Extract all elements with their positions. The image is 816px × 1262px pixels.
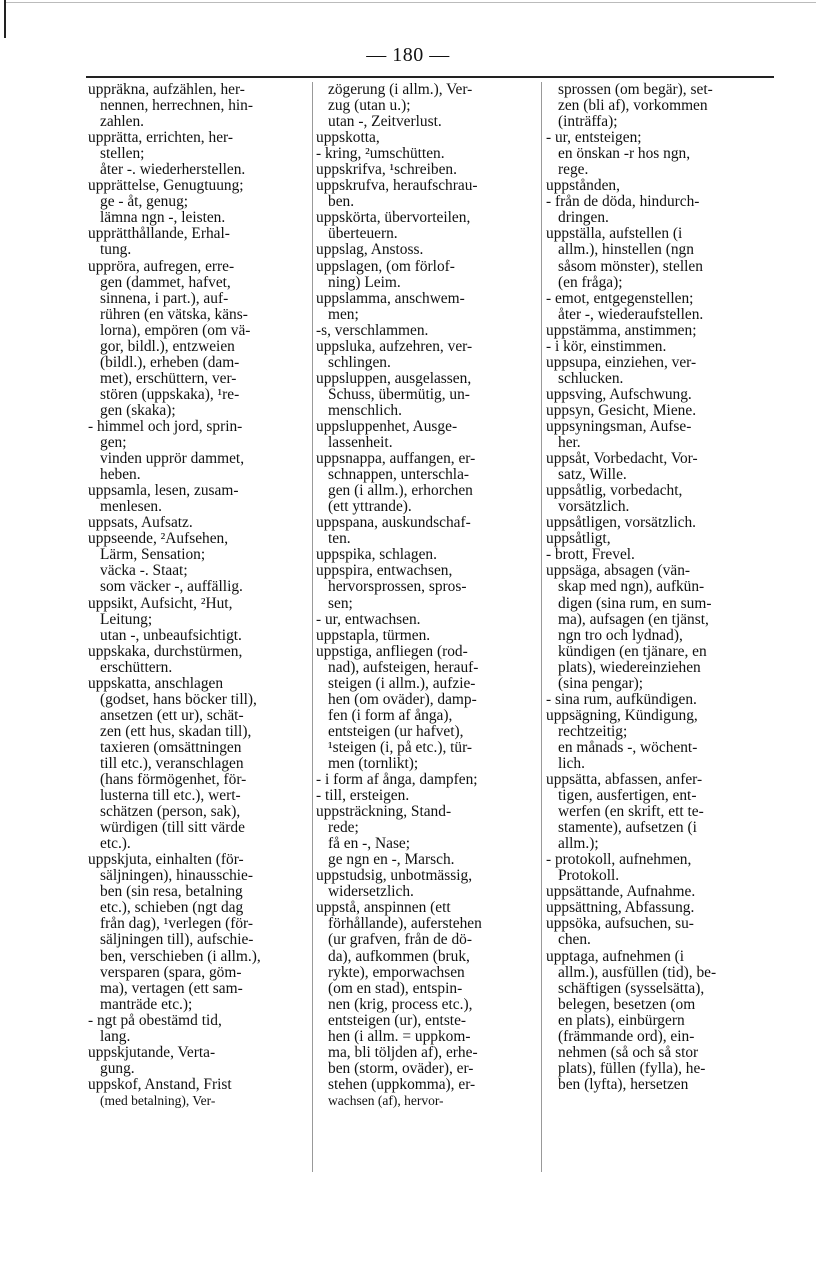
dictionary-entry-line: uppskotta, [316, 130, 380, 147]
dictionary-continuation-line: gen (dammet, hafvet, [100, 274, 231, 291]
dictionary-entry-line: uppspira, entwachsen, [316, 563, 453, 580]
dictionary-continuation-line: (om en stad), entspin- [328, 980, 463, 997]
dictionary-entry-line: uppspika, schlagen. [316, 547, 437, 564]
dictionary-entry-line: uppslamma, anschwem- [316, 290, 465, 307]
dictionary-entry-line: uppstudsig, unbotmässig, [316, 868, 473, 885]
dictionary-entry-line: uppskof, Anstand, Frist [88, 1076, 232, 1093]
dictionary-continuation-line: allm.); [558, 836, 599, 853]
dictionary-entry-line: uppsätta, abfassen, anfer- [546, 772, 703, 789]
dictionary-entry-line: uppsluppen, ausgelassen, [316, 370, 472, 387]
dictionary-continuation-line: belegen, besetzen (om [558, 996, 696, 1013]
dictionary-continuation-line: werfen (en skrift, ett te- [558, 804, 704, 821]
dictionary-entry-line: upprätthållande, Erhal- [88, 226, 230, 243]
dictionary-continuation-line: åter -. wiederherstellen. [100, 162, 246, 179]
dictionary-continuation-line: stamente), aufsetzen (i [558, 820, 697, 837]
column-divider-1 [312, 82, 313, 1172]
dictionary-entry-line: uppskjutande, Verta- [88, 1044, 216, 1061]
dictionary-entry-line: upprätta, errichten, her- [88, 130, 233, 147]
dictionary-continuation-line: lusterna till etc.), wert- [100, 788, 241, 805]
dictionary-entry-line: uppsyningsman, Aufse- [546, 418, 692, 435]
dictionary-continuation-line: gen; [100, 435, 127, 452]
dictionary-continuation-line: säljningen till), aufschie- [100, 932, 254, 949]
dictionary-continuation-line: ning) Leim. [328, 274, 401, 291]
dictionary-continuation-line: würdigen (till sitt värde [100, 820, 245, 837]
dictionary-continuation-line: zug (utan u.); [328, 98, 411, 115]
dictionary-continuation-line: ge ngn en -, Marsch. [328, 852, 455, 869]
dictionary-continuation-line: förhållande), auferstehen [328, 916, 482, 933]
dictionary-entry-line: uppspana, auskundschaf- [316, 515, 471, 532]
dictionary-continuation-line: ben (lyfta), hersetzen [558, 1076, 689, 1093]
dictionary-continuation-line: en plats), einbürgern [558, 1012, 685, 1029]
dictionary-continuation-line: gen (i allm.), erhorchen [328, 483, 473, 500]
page-top-edge [4, 2, 816, 3]
dictionary-continuation-line: kündigen (en tjänare, en [558, 643, 707, 660]
dictionary-entry-line: uppskjuta, einhalten (för- [88, 852, 244, 869]
dictionary-continuation-line: schlucken. [558, 370, 624, 387]
dictionary-continuation-line: lorna), empören (om vä- [100, 322, 251, 339]
dictionary-entry-line: uppsupa, einziehen, ver- [546, 354, 697, 371]
dictionary-continuation-line: heben. [100, 467, 141, 484]
dictionary-entry-line: uppstämma, anstimmen; [546, 322, 697, 339]
dictionary-continuation-line: (inträffa); [558, 114, 618, 131]
dictionary-continuation-line: Protokoll. [558, 868, 620, 885]
dictionary-entry-line: -s, verschlammen. [316, 322, 429, 339]
dictionary-continuation-line: (med betalning), Ver- [100, 1092, 216, 1108]
dictionary-continuation-line: vorsätzlich. [558, 499, 630, 516]
dictionary-entry-line: uppsving, Aufschwung. [546, 386, 692, 403]
dictionary-continuation-line: plats), füllen (fylla), he- [558, 1060, 706, 1077]
dictionary-continuation-line: lassenheit. [328, 435, 393, 452]
dictionary-continuation-line: väcka -. Staat; [100, 563, 188, 580]
dictionary-continuation-line: nennen, herrechnen, hin- [100, 98, 253, 115]
dictionary-entry-line: - i kör, einstimmen. [546, 338, 667, 355]
dictionary-continuation-line: menlesen. [100, 499, 162, 516]
dictionary-continuation-line: Schuss, übermütig, un- [328, 386, 470, 403]
dictionary-continuation-line: ¹steigen (i, på etc.), tür- [328, 739, 473, 756]
dictionary-entry-line: uppsåt, Vorbedacht, Vor- [546, 451, 698, 468]
page-left-edge [4, 0, 6, 38]
dictionary-continuation-line: wachsen (af), hervor- [328, 1092, 444, 1108]
dictionary-continuation-line: ben (sin resa, betalning [100, 884, 243, 901]
dictionary-entry-line: uppsluppenhet, Ausge- [316, 418, 458, 435]
dictionary-entry-line: uppräkna, aufzählen, her- [88, 82, 245, 98]
dictionary-continuation-line: nad), aufsteigen, herauf- [328, 659, 479, 676]
dictionary-continuation-line: gung. [100, 1060, 135, 1077]
dictionary-continuation-line: digen (sina rum, en sum- [558, 595, 712, 612]
dictionary-entry-line: uppsamla, lesen, zusam- [88, 483, 239, 500]
dictionary-continuation-line: met), erschüttern, ver- [100, 370, 237, 387]
dictionary-entry-line: uppställa, aufstellen (i [546, 226, 683, 243]
dictionary-entry-line: uppstiga, anfliegen (rod- [316, 643, 468, 660]
dictionary-entry-line: uppsats, Aufsatz. [88, 515, 193, 532]
dictionary-continuation-line: gor, bildl.), entzweien [100, 338, 235, 355]
dictionary-continuation-line: hervorsprossen, spros- [328, 579, 467, 596]
dictionary-continuation-line: Lärm, Sensation; [100, 547, 206, 564]
dictionary-entry-line: - från de döda, hindurch- [546, 194, 700, 211]
dictionary-column-1 [88, 82, 308, 1109]
dictionary-continuation-line: en önskan -r hos ngn, [558, 146, 691, 163]
dictionary-continuation-line: utan -, Zeitverlust. [328, 114, 442, 131]
dictionary-continuation-line: sen; [328, 595, 353, 612]
dictionary-continuation-line: stehen (uppkomma), er- [328, 1076, 476, 1093]
dictionary-entry-line: uppsättande, Aufnahme. [546, 884, 696, 901]
dictionary-entry-line: upprättelse, Genugtuung; [88, 178, 244, 195]
dictionary-continuation-line: entsteigen (ur), entste- [328, 1012, 467, 1029]
dictionary-continuation-line: få en -, Nase; [328, 836, 411, 853]
dictionary-continuation-line: stellen; [100, 146, 145, 163]
dictionary-entry-line: uppseende, ²Aufsehen, [88, 531, 229, 548]
dictionary-continuation-line: ma, bli töljden af), erhe- [328, 1044, 478, 1061]
dictionary-continuation-line: taxieren (omsättningen [100, 739, 242, 756]
dictionary-continuation-line: chen. [558, 932, 591, 949]
dictionary-continuation-line: entsteigen (ur hafvet), [328, 723, 464, 740]
dictionary-continuation-line: (främmande ord), ein- [558, 1028, 695, 1045]
dictionary-entry-line: uppstå, anspinnen (ett [316, 900, 451, 917]
dictionary-continuation-line: (ur grafven, från de dö- [328, 932, 473, 949]
dictionary-entry-line: uppslagen, (om förlof- [316, 258, 455, 275]
dictionary-continuation-line: (bildl.), erheben (dam- [100, 354, 240, 371]
dictionary-continuation-line: ma), aufsagen (en tjänst, [558, 611, 709, 628]
dictionary-continuation-line: Leitung; [100, 611, 153, 628]
dictionary-continuation-line: menschlich. [328, 402, 402, 419]
dictionary-entry-line: - i form af ånga, dampfen; [316, 772, 478, 789]
dictionary-continuation-line: sinnena, i part.), auf- [100, 290, 229, 307]
dictionary-continuation-line: plats), wiedereinziehen [558, 659, 701, 676]
dictionary-continuation-line: zen (ett hus, skadan till), [100, 723, 252, 740]
dictionary-continuation-line: allm.), ausfüllen (tid), be- [558, 964, 717, 981]
dictionary-continuation-line: ma), vertagen (ett sam- [100, 980, 243, 997]
dictionary-continuation-line: versparen (spara, göm- [100, 964, 242, 981]
dictionary-continuation-line: erschüttern. [100, 659, 173, 676]
dictionary-continuation-line: hen (i allm. = uppkom- [328, 1028, 471, 1045]
dictionary-continuation-line: utan -, unbeaufsichtigt. [100, 627, 242, 644]
dictionary-entry-line: - ngt på obestämd tid, [88, 1012, 222, 1029]
dictionary-entry-line: uppsåtligen, vorsätzlich. [546, 515, 697, 532]
dictionary-continuation-line: tung. [100, 242, 132, 259]
dictionary-continuation-line: rege. [558, 162, 589, 179]
dictionary-entry-line: uppsnappa, auffangen, er- [316, 451, 476, 468]
dictionary-entry-line: uppskrifva, ¹schreiben. [316, 162, 457, 179]
dictionary-entry-line: uppsåtlig, vorbedacht, [546, 483, 683, 500]
dictionary-continuation-line: sprossen (om begär), set- [558, 82, 713, 98]
dictionary-column-2 [316, 82, 538, 1109]
dictionary-continuation-line: zahlen. [100, 114, 145, 131]
dictionary-continuation-line: steigen (i allm.), aufzie- [328, 675, 476, 692]
dictionary-continuation-line: vinden upprör dammet, [100, 451, 245, 468]
dictionary-entry-line: - kring, ²umschütten. [316, 146, 445, 163]
dictionary-continuation-line: allm.), hinstellen (ngn [558, 242, 694, 259]
dictionary-continuation-line: hen (om oväder), damp- [328, 691, 477, 708]
dictionary-continuation-line: ngn tro och lydnad), [558, 627, 683, 644]
dictionary-entry-line: uppsättning, Abfassung. [546, 900, 695, 917]
dictionary-entry-line: uppsikt, Aufsicht, ²Hut, [88, 595, 233, 612]
dictionary-continuation-line: såsom mönster), stellen [558, 258, 703, 275]
dictionary-continuation-line: lang. [100, 1028, 131, 1045]
dictionary-entry-line: uppsöka, aufsuchen, su- [546, 916, 694, 933]
dictionary-continuation-line: en månads -, wöchent- [558, 739, 698, 756]
dictionary-continuation-line: men (tornlikt); [328, 755, 419, 772]
dictionary-continuation-line: nen (krig, process etc.), [328, 996, 473, 1013]
dictionary-continuation-line: ten. [328, 531, 351, 548]
dictionary-entry-line: uppskörta, übervorteilen, [316, 210, 471, 227]
dictionary-entry-line: uppslag, Anstoss. [316, 242, 424, 259]
dictionary-continuation-line: schäftigen (sysselsätta), [558, 980, 705, 997]
dictionary-continuation-line: (godset, hans böcker till), [100, 691, 257, 708]
dictionary-entry-line: - himmel och jord, sprin- [88, 418, 243, 435]
dictionary-continuation-line: fen (i form af ånga), [328, 707, 453, 724]
dictionary-continuation-line: nehmen (så och så stor [558, 1044, 699, 1061]
dictionary-entry-line: uppsyn, Gesicht, Miene. [546, 402, 697, 419]
dictionary-continuation-line: überteuern. [328, 226, 398, 243]
dictionary-continuation-line: lämna ngn -, leisten. [100, 210, 226, 227]
dictionary-continuation-line: (sina pengar); [558, 675, 644, 692]
dictionary-entry-line: upptaga, aufnehmen (i [546, 948, 685, 965]
dictionary-continuation-line: ben (storm, oväder), er- [328, 1060, 474, 1077]
dictionary-entry-line: uppskatta, anschlagen [88, 675, 224, 692]
dictionary-entry-line: uppstapla, türmen. [316, 627, 431, 644]
dictionary-continuation-line: zögerung (i allm.), Ver- [328, 82, 473, 98]
dictionary-continuation-line: her. [558, 435, 581, 452]
dictionary-continuation-line: tigen, ausfertigen, ent- [558, 788, 697, 805]
dictionary-continuation-line: gen (skaka); [100, 402, 176, 419]
dictionary-continuation-line: (en fråga); [558, 274, 623, 291]
dictionary-continuation-line: schlingen. [328, 354, 391, 371]
dictionary-entry-line: uppsträckning, Stand- [316, 804, 452, 821]
dictionary-continuation-line: ben. [328, 194, 355, 211]
dictionary-entry-line: - ur, entwachsen. [316, 611, 421, 628]
dictionary-entry-line: uppsluka, aufzehren, ver- [316, 338, 473, 355]
dictionary-entry-line: - emot, entgegenstellen; [546, 290, 694, 307]
dictionary-entry-line: - till, ersteigen. [316, 788, 410, 805]
dictionary-entry-line: - ur, entsteigen; [546, 130, 642, 147]
dictionary-continuation-line: ge - åt, genug; [100, 194, 189, 211]
dictionary-continuation-line: schätzen (person, sak), [100, 804, 241, 821]
dictionary-entry-line: uppröra, aufregen, erre- [88, 258, 235, 275]
dictionary-entry-line: - sina rum, aufkündigen. [546, 691, 697, 708]
dictionary-continuation-line: åter -, wiederaufstellen. [558, 306, 704, 323]
dictionary-continuation-line: etc.). [100, 836, 131, 853]
dictionary-entry-line: uppsäga, absagen (vän- [546, 563, 691, 580]
dictionary-continuation-line: (hans förmögenhet, för- [100, 772, 247, 789]
dictionary-continuation-line: widersetzlich. [328, 884, 414, 901]
dictionary-continuation-line: lich. [558, 755, 585, 772]
dictionary-entry-line: - protokoll, aufnehmen, [546, 852, 692, 869]
dictionary-continuation-line: skap med ngn), aufkün- [558, 579, 705, 596]
dictionary-entry-line: uppsåtligt, [546, 531, 611, 548]
dictionary-continuation-line: ben, verschieben (i allm.), [100, 948, 261, 965]
dictionary-continuation-line: zen (bli af), vorkommen [558, 98, 708, 115]
dictionary-continuation-line: rechtzeitig; [558, 723, 628, 740]
dictionary-continuation-line: (ett yttrande). [328, 499, 412, 516]
page-number: — 180 — [366, 44, 450, 66]
dictionary-continuation-line: rede; [328, 820, 359, 837]
dictionary-continuation-line: som väcker -, auffällig. [100, 579, 243, 596]
header-rule [86, 76, 774, 78]
dictionary-continuation-line: schnappen, unterschla- [328, 467, 470, 484]
column-divider-2 [541, 82, 542, 1172]
dictionary-continuation-line: stören (uppskaka), ¹re- [100, 386, 240, 403]
dictionary-column-3 [546, 82, 774, 1093]
dictionary-continuation-line: satz, Wille. [558, 467, 627, 484]
dictionary-entry-line: uppstånden, [546, 178, 620, 195]
dictionary-continuation-line: dringen. [558, 210, 609, 227]
dictionary-continuation-line: etc.), schieben (ngt dag [100, 900, 244, 917]
dictionary-continuation-line: ansetzen (ett ur), schät- [100, 707, 244, 724]
dictionary-continuation-line: rykte), emporwachsen [328, 964, 465, 981]
dictionary-continuation-line: da), aufkommen (bruk, [328, 948, 470, 965]
dictionary-entry-line: uppskaka, durchstürmen, [88, 643, 243, 660]
dictionary-entry-line: uppskrufva, heraufschrau- [316, 178, 478, 195]
dictionary-continuation-line: rühren (en vätska, käns- [100, 306, 248, 323]
dictionary-continuation-line: till etc.), veranschlagen [100, 755, 244, 772]
dictionary-entry-line: uppsägning, Kündigung, [546, 707, 698, 724]
dictionary-continuation-line: säljningen), hinausschie- [100, 868, 254, 885]
dictionary-entry-line: - brott, Frevel. [546, 547, 635, 564]
dictionary-continuation-line: manträde etc.); [100, 996, 193, 1013]
dictionary-continuation-line: från dag), ¹verlegen (för- [100, 916, 253, 933]
dictionary-continuation-line: men; [328, 306, 359, 323]
